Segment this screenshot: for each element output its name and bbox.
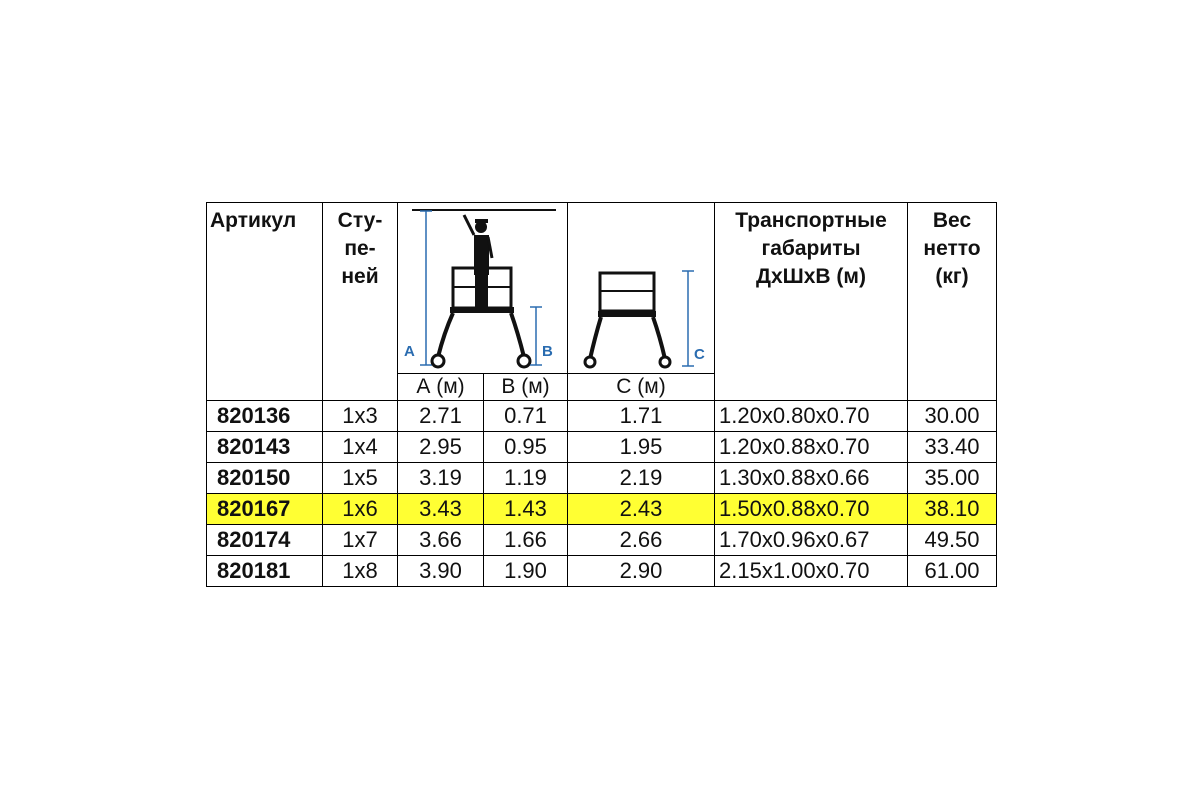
- table-row: [207, 432, 997, 463]
- b-value-cell: 1.90: [484, 556, 568, 587]
- sku-header: Артикул: [207, 203, 323, 401]
- b-subheader: В (м): [484, 374, 568, 401]
- weight-header: [908, 203, 997, 401]
- table-row: [207, 494, 997, 525]
- a-subheader: А (м): [398, 374, 484, 401]
- transport-dims-cell: 2.15x1.00x0.70: [715, 556, 908, 587]
- a-value-cell: 2.95: [398, 432, 484, 463]
- table-row: [207, 463, 997, 494]
- ladder-folded-diagram-cell: [568, 203, 715, 374]
- right-wheel: [518, 355, 530, 367]
- sku-cell: 820136: [207, 401, 323, 432]
- transport-header-line: Транспортные: [735, 209, 887, 232]
- header-row: [207, 203, 997, 374]
- a-value-cell: 3.90: [398, 556, 484, 587]
- b-value-cell: 1.66: [484, 525, 568, 556]
- b-value-cell: 0.95: [484, 432, 568, 463]
- table-row: [207, 525, 997, 556]
- table-body: [207, 401, 997, 587]
- steps-cell: 1x6: [323, 494, 398, 525]
- sku-cell: 820181: [207, 556, 323, 587]
- steps-header-line: пе-: [344, 237, 376, 260]
- c-value-cell: 2.90: [568, 556, 715, 587]
- folded-right-leg: [653, 317, 665, 359]
- b-value-cell: 1.43: [484, 494, 568, 525]
- steps-cell: 1x3: [323, 401, 398, 432]
- spec-table: [206, 202, 997, 587]
- weight-header-line: Вес: [932, 209, 972, 232]
- steps-cell: 1x7: [323, 525, 398, 556]
- transport-dims-cell: 1.20x0.80x0.70: [715, 401, 908, 432]
- right-leg: [511, 313, 524, 357]
- weight-header-line: нетто: [923, 237, 981, 260]
- c-value-cell: 1.95: [568, 432, 715, 463]
- c-value-cell: 1.71: [568, 401, 715, 432]
- steps-header-line: ней: [341, 265, 379, 288]
- dimension-c-label: C: [694, 346, 705, 363]
- left-wheel: [432, 355, 444, 367]
- a-value-cell: 3.43: [398, 494, 484, 525]
- steps-cell: 1x8: [323, 556, 398, 587]
- ladder-side-diagram-cell: [398, 203, 568, 374]
- ladder-side-diagram: [398, 203, 568, 373]
- sku-cell: 820167: [207, 494, 323, 525]
- a-value-cell: 3.19: [398, 463, 484, 494]
- transport-dims-cell: 1.70x0.96x0.67: [715, 525, 908, 556]
- steps-cell: 1x4: [323, 432, 398, 463]
- c-value-cell: 2.19: [568, 463, 715, 494]
- dimension-b-label: B: [542, 343, 553, 360]
- sku-cell: 820174: [207, 525, 323, 556]
- folded-left-wheel: [585, 357, 595, 367]
- sku-cell: 820150: [207, 463, 323, 494]
- table-row: [207, 556, 997, 587]
- b-value-cell: 0.71: [484, 401, 568, 432]
- dimension-a-label: A: [404, 343, 415, 360]
- transport-dims-header: [715, 203, 908, 401]
- weight-cell: 35.00: [908, 463, 997, 494]
- weight-cell: 30.00: [908, 401, 997, 432]
- steps-header: [323, 203, 398, 401]
- weight-cell: 49.50: [908, 525, 997, 556]
- folded-left-leg: [590, 317, 601, 359]
- c-subheader: С (м): [568, 374, 715, 401]
- weight-cell: 38.10: [908, 494, 997, 525]
- transport-dims-cell: 1.20x0.88x0.70: [715, 432, 908, 463]
- left-leg: [438, 313, 453, 357]
- steps-header-line: Сту-: [337, 209, 383, 232]
- transport-dims-cell: 1.50x0.88x0.70: [715, 494, 908, 525]
- b-value-cell: 1.19: [484, 463, 568, 494]
- a-value-cell: 3.66: [398, 525, 484, 556]
- folded-right-wheel: [660, 357, 670, 367]
- ladder-folded-diagram: [568, 203, 715, 373]
- weight-cell: 33.40: [908, 432, 997, 463]
- c-value-cell: 2.66: [568, 525, 715, 556]
- a-value-cell: 2.71: [398, 401, 484, 432]
- steps-cell: 1x5: [323, 463, 398, 494]
- table-row: [207, 401, 997, 432]
- weight-cell: 61.00: [908, 556, 997, 587]
- weight-header-line: (кг): [935, 265, 969, 288]
- sku-cell: 820143: [207, 432, 323, 463]
- transport-header-line: габариты: [761, 237, 861, 260]
- c-value-cell: 2.43: [568, 494, 715, 525]
- transport-header-line: ДхШхВ (м): [756, 265, 866, 288]
- transport-dims-cell: 1.30x0.88x0.66: [715, 463, 908, 494]
